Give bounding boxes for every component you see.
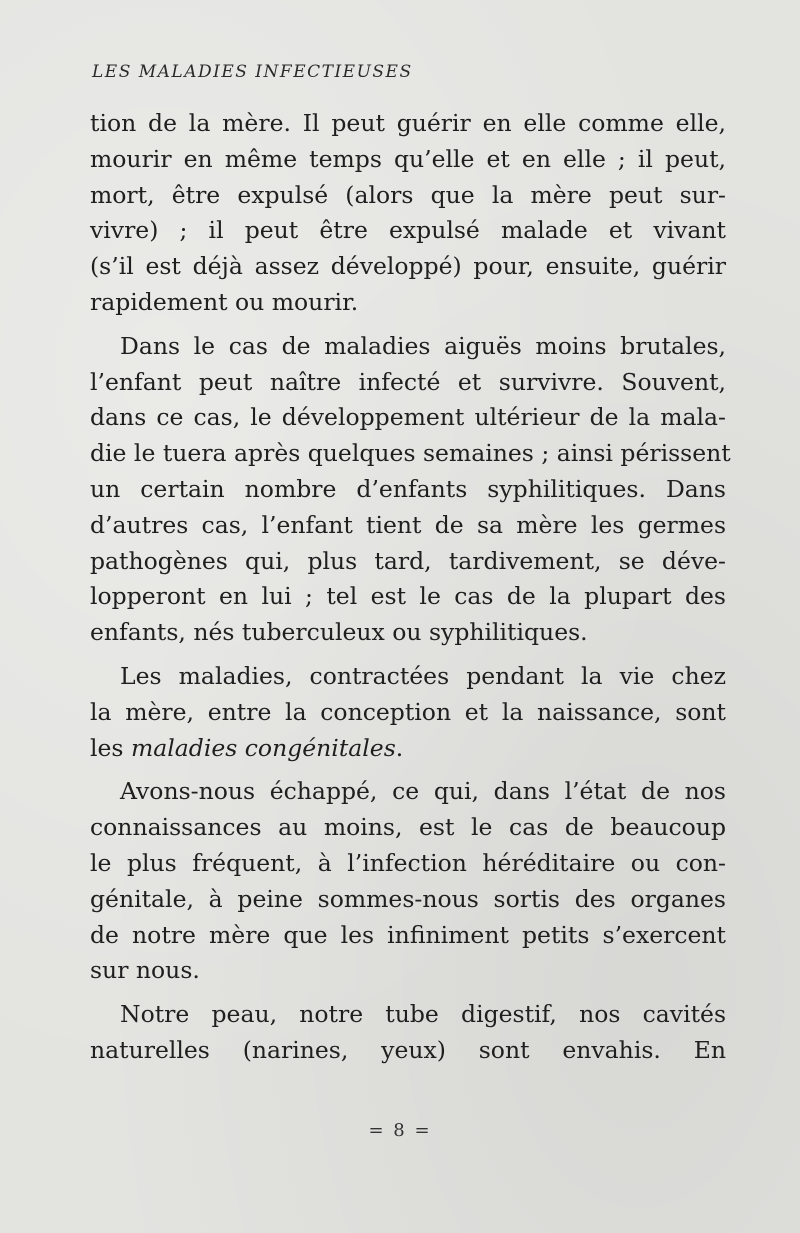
text-line: mort, être expulsé (alors que la mère peut sur- bbox=[90, 180, 726, 209]
text-line: die le tuera après quelques semaines ; ainsi périssent bbox=[90, 439, 731, 468]
text-line: tion de la mère. Il peut guérir en elle comme elle, bbox=[90, 109, 726, 137]
text-line: génitale, à peine sommes-nous sortis des organes bbox=[90, 884, 726, 913]
text-line: (s’il est déjà assez développé) pour, ensuite, guérir bbox=[90, 252, 726, 281]
running-title: LES MALADIES INFECTIEUSES bbox=[92, 62, 413, 82]
body-text bbox=[90, 106, 731, 1069]
text-line bbox=[90, 731, 726, 767]
text-line: Avons-nous échappé, ce qui, dans l’état de nos bbox=[120, 777, 726, 806]
text-line: enfants, nés tuberculeux ou syphilitiques. bbox=[90, 618, 588, 647]
text-line: de notre mère que les infiniment petits s’exercent bbox=[90, 920, 726, 949]
text-line: le plus fréquent, à l’infection héréditaire ou con- bbox=[90, 848, 726, 877]
text-line: un certain nombre d’enfants syphilitiques. Dans bbox=[90, 474, 726, 503]
paragraph-5 bbox=[90, 997, 726, 1069]
text-line: mourir en même temps qu’elle et en elle ; il peut, bbox=[90, 144, 726, 173]
emphasized-term: maladies congénitales bbox=[130, 733, 396, 762]
paragraph-1 bbox=[90, 106, 726, 321]
text-line: d’autres cas, l’enfant tient de sa mère les germes bbox=[90, 510, 726, 539]
text-line: connaissances au moins, est le cas de beaucoup bbox=[90, 813, 726, 842]
text-line: la mère, entre la conception et la naissance, sont bbox=[90, 697, 726, 726]
paragraph-2 bbox=[90, 329, 731, 651]
text-line: rapidement ou mourir. bbox=[90, 287, 359, 316]
text-line: Dans le cas de maladies aiguës moins brutales, bbox=[120, 331, 726, 360]
text-line: Notre peau, notre tube digestif, nos cavités bbox=[120, 1000, 726, 1029]
text-line: dans ce cas, le développement ultérieur de la mala- bbox=[90, 403, 726, 432]
text-line: Les maladies, contractées pendant la vie chez bbox=[120, 661, 726, 690]
text-fragment: . bbox=[395, 733, 404, 762]
text-fragment: les bbox=[90, 733, 131, 762]
page-number: = 8 = bbox=[368, 1120, 432, 1141]
paragraph-4 bbox=[90, 774, 726, 989]
text-line: sur nous. bbox=[90, 956, 200, 985]
text-line: naturelles (narines, yeux) sont envahis. En bbox=[90, 1035, 726, 1064]
text-line: l’enfant peut naître infecté et survivre. Souvent, bbox=[90, 367, 726, 396]
paragraph-3 bbox=[90, 659, 726, 766]
text-line: pathogènes qui, plus tard, tardivement, se déve- bbox=[90, 546, 726, 575]
text-line: lopperont en lui ; tel est le cas de la plupart des bbox=[90, 582, 726, 611]
text-line: vivre) ; il peut être expulsé malade et vivant bbox=[90, 216, 726, 245]
